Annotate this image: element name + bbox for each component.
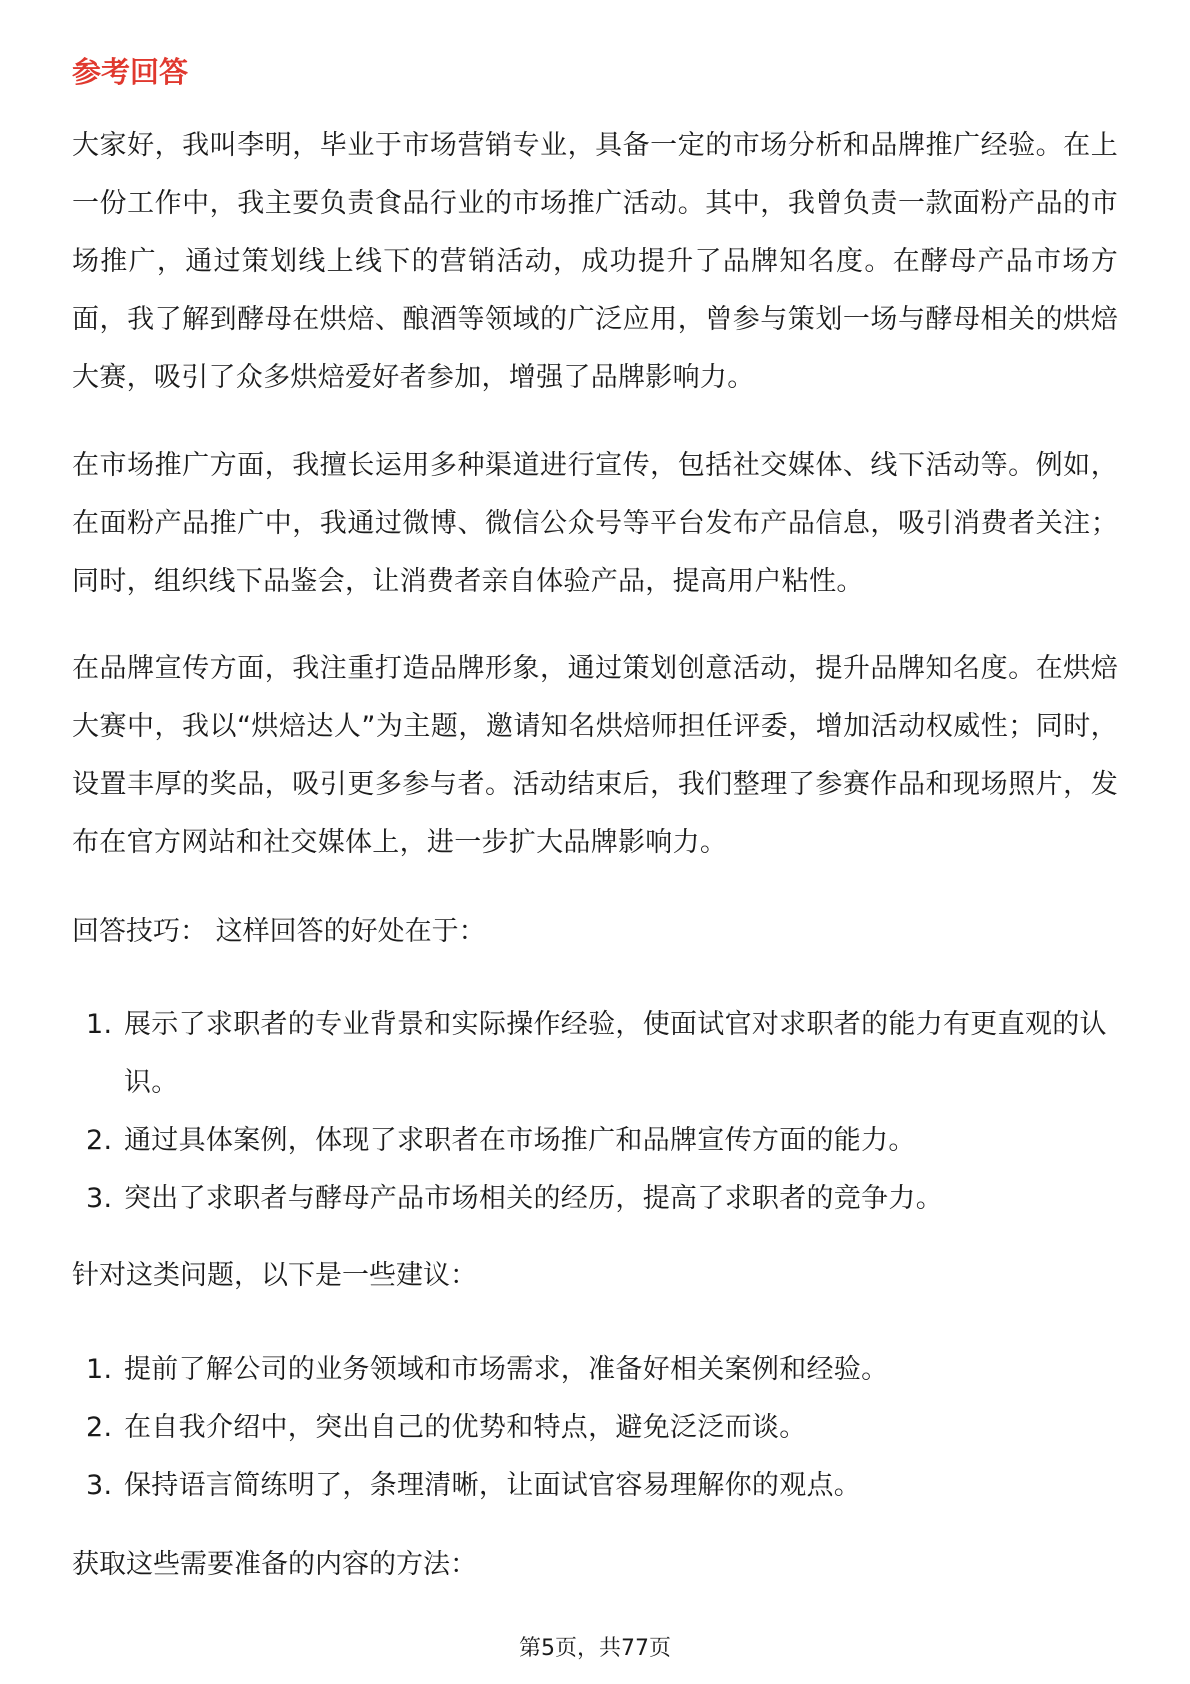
list-number: 1.	[86, 1354, 113, 1385]
answer-paragraph-2: 在市场推广方面，我擅长运用多种渠道进行宣传，包括社交媒体、线下活动等。例如，在面粉产品推广中，我通过微博、微信公众号等平台发布产品信息，吸引消费者关注；同时，组织线下品鉴会，让消费者亲自体验产品，提高用户粘性。	[72, 450, 1118, 597]
tips-intro: 回答技巧： 这样回答的好处在于：	[72, 916, 486, 947]
answer-paragraph-3: 在品牌宣传方面，我注重打造品牌形象，通过策划创意活动，提升品牌知名度。在烘焙大赛中，我以“烘焙达人”为主题，邀请知名烘焙师担任评委，增加活动权威性；同时，设置丰厚的奖品，吸引更多参与者。活动结束后，我们整理了参赛作品和现场照片，发布在官方网站和社交媒体上，进一步扩大品牌影响力。	[72, 653, 1118, 858]
list-item-text: 保持语言简练明了，条理清晰，让面试官容易理解你的观点。	[124, 1470, 862, 1501]
list-item	[72, 996, 1118, 1112]
answer-paragraph-1: 大家好，我叫李明，毕业于市场营销专业，具备一定的市场分析和品牌推广经验。在上一份工作中，我主要负责食品行业的市场推广活动。其中，我曾负责一款面粉产品的市场推广，通过策划线上线下的营销活动，成功提升了品牌知名度。在酵母产品市场方面，我了解到酵母在烘焙、酿酒等领域的广泛应用，曾参与策划一场与酵母相关的烘焙大赛，吸引了众多烘焙爱好者参加，增强了品牌影响力。	[72, 130, 1118, 393]
section-heading: 参考回答	[72, 55, 189, 89]
list-item	[72, 1399, 1118, 1457]
list-number: 2.	[86, 1412, 113, 1443]
list-item	[72, 1341, 1118, 1399]
page-footer: 第5页，共77页	[519, 1636, 671, 1661]
list-number: 2.	[86, 1125, 113, 1156]
list-item	[72, 1457, 1118, 1515]
list-item-text: 突出了求职者与酵母产品市场相关的经历，提高了求职者的竞争力。	[124, 1183, 943, 1214]
tips-list	[72, 996, 1118, 1228]
method-intro: 获取这些需要准备的内容的方法：	[72, 1549, 477, 1580]
list-item-text: 提前了解公司的业务领域和市场需求，准备好相关案例和经验。	[124, 1354, 889, 1385]
advice-intro: 针对这类问题，以下是一些建议：	[72, 1260, 477, 1291]
list-number: 1.	[86, 1009, 113, 1040]
list-item-text: 通过具体案例，体现了求职者在市场推广和品牌宣传方面的能力。	[124, 1125, 916, 1156]
advice-list	[72, 1341, 1118, 1515]
list-number: 3.	[86, 1183, 113, 1214]
list-item	[72, 1170, 1118, 1228]
list-item	[72, 1112, 1118, 1170]
list-number: 3.	[86, 1470, 113, 1501]
list-item-text: 展示了求职者的专业背景和实际操作经验，使面试官对求职者的能力有更直观的认识。	[124, 1009, 1107, 1098]
list-item-text: 在自我介绍中，突出自己的优势和特点，避免泛泛而谈。	[124, 1412, 807, 1443]
